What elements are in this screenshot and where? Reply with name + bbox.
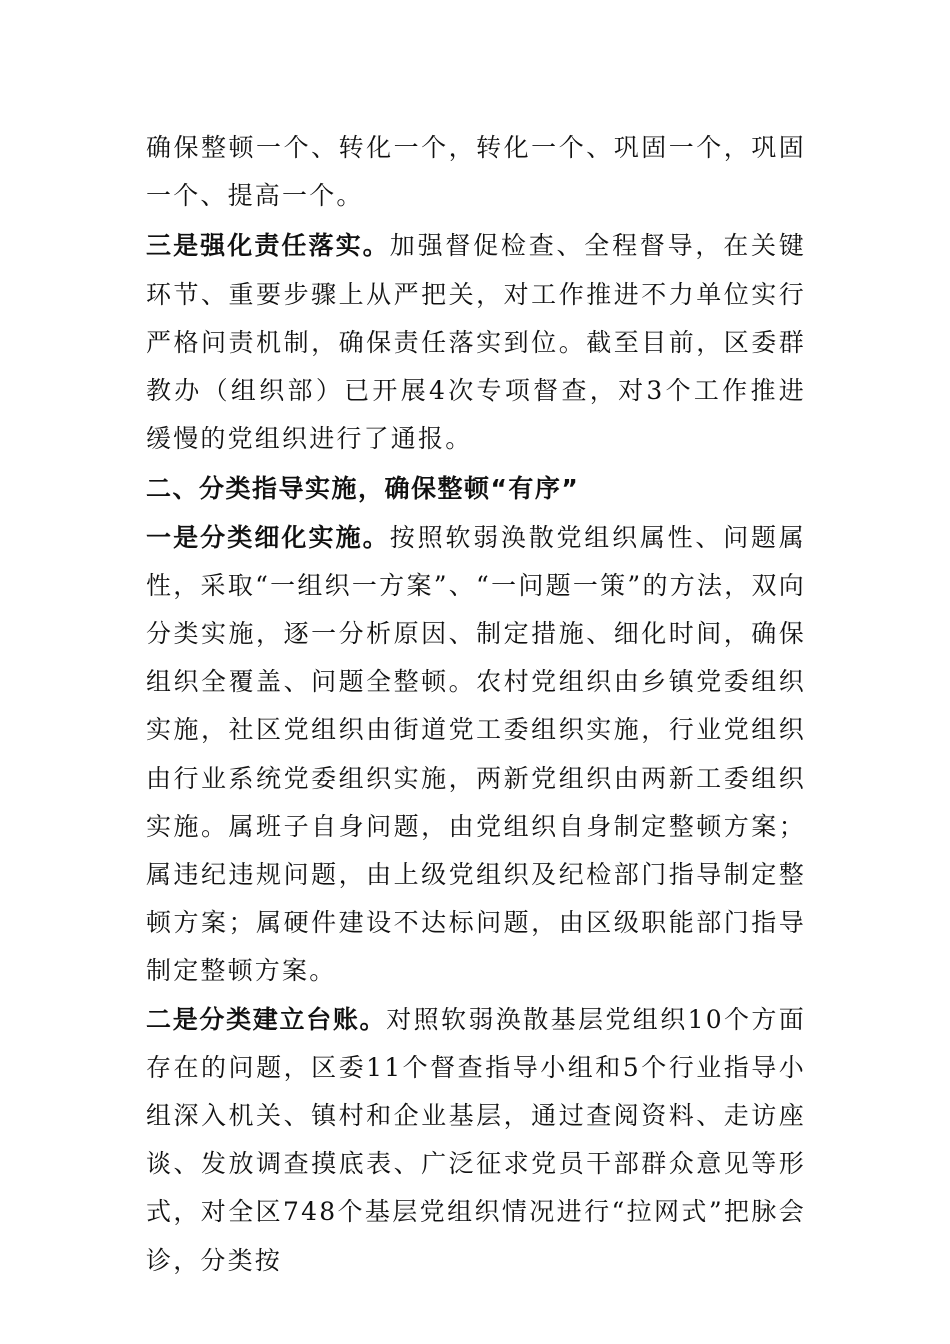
paragraph-continuation [146, 124, 806, 220]
paragraph-lead: 三是强化责任落实。 [146, 231, 390, 261]
document-body [146, 124, 806, 1285]
paragraph-classified-implementation [146, 514, 806, 996]
paragraph-text: 按照软弱涣散党组织属性、问题属性，采取“一组织一方案”、“一问题一策”的方法，双向分类实施，逐一分析原因、制定措施、细化时间，确保组织全覆盖、问题全整顿。农村党组织由乡镇党委组织实施，社区党组织由街道党工委组织实施，行业党组织由行业系统党委组织实施，两新党组织由两新工委组织实施。属班子自身问题，由党组织自身制定整顿方案；属违纪违规问题，由上级党组织及纪检部门指导制定整顿方案；属硬件建设不达标问题，由区级职能部门指导制定整顿方案。 [146, 522, 806, 986]
paragraph-lead: 二是分类建立台账。 [146, 1004, 387, 1034]
section-heading: 二、分类指导实施，确保整顿“有序” [146, 474, 580, 504]
paragraph-responsibility [146, 222, 806, 463]
paragraph-lead: 一是分类细化实施。 [146, 522, 390, 552]
paragraph-ledger [146, 996, 806, 1285]
paragraph-text: 确保整顿一个、转化一个，转化一个、巩固一个，巩固一个、提高一个。 [146, 133, 806, 211]
paragraph-text: 加强督促检查、全程督导，在关键环节、重要步骤上从严把关，对工作推进不力单位实行严格问责机制，确保责任落实到位。截至目前，区委群教办（组织部）已开展4次专项督查，对3个工作推进缓慢的党组织进行了通报。 [146, 231, 806, 454]
paragraph-text: 对照软弱涣散基层党组织10个方面存在的问题，区委11个督查指导小组和5个行业指导小组深入机关、镇村和企业基层，通过查阅资料、走访座谈、发放调查摸底表、广泛征求党员干部群众意见等形式，对全区748个基层党组织情况进行“拉网式”把脉会诊，分类按 [146, 1004, 806, 1275]
